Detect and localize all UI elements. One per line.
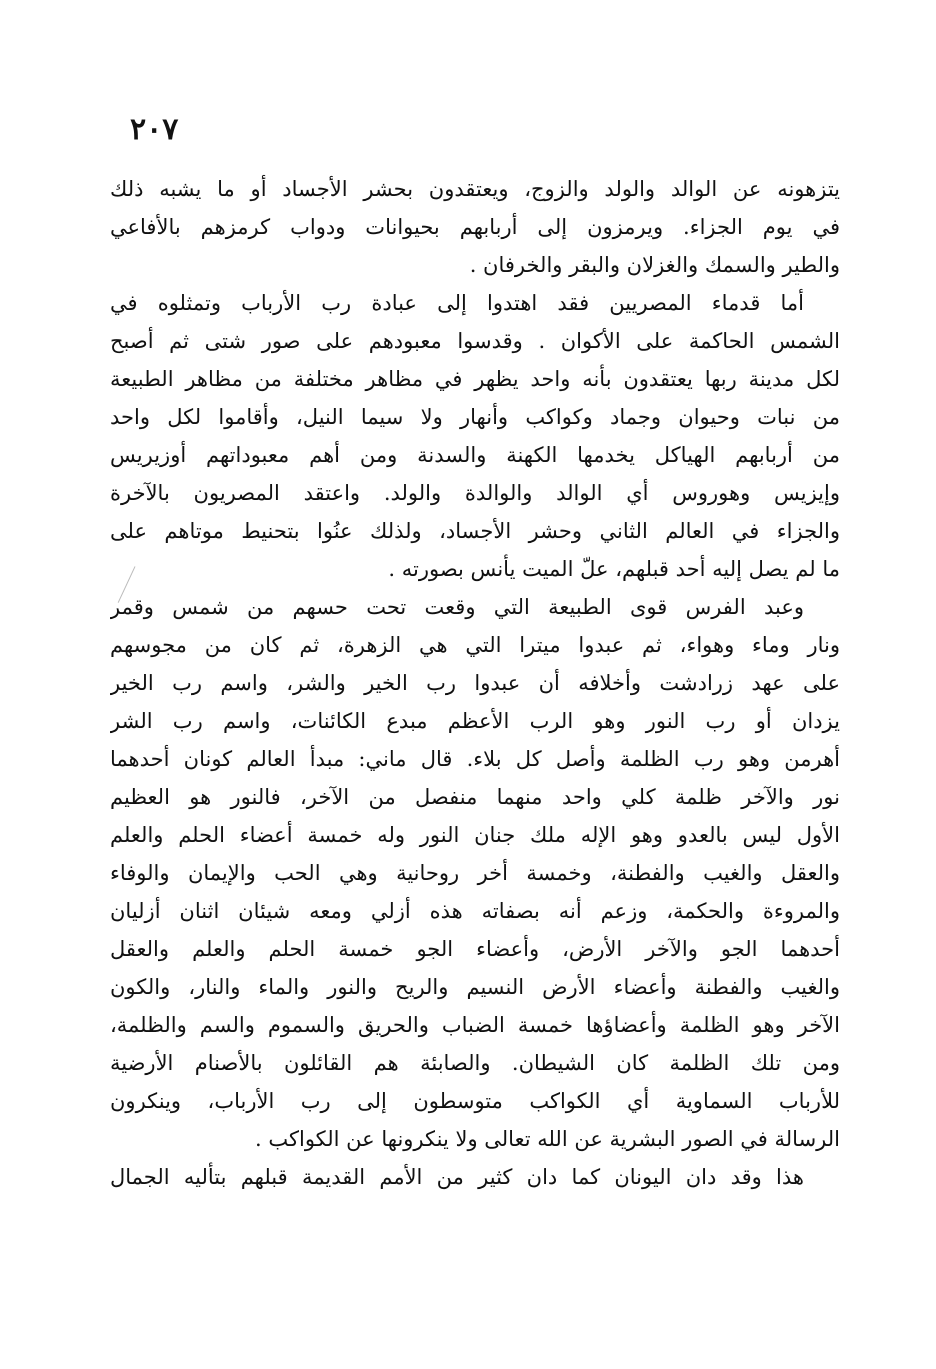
paragraph-4 <box>110 1158 840 1196</box>
text-line: نور والآخر ظلمة كلي واحد منهما منفصل من الآخر، فالنور هو العظيم <box>110 785 840 809</box>
paragraph-2 <box>110 284 840 588</box>
text-line: أهرمن وهو رب الظلمة وأصل كل بلاء. قال ماني: مبدأ العالم كونان أحدهما <box>110 747 840 771</box>
text-line: والجزاء في العالم الثاني وحشر الأجساد، ولذلك عنُوا بتحنيط موتاهم على <box>110 519 840 543</box>
text-line: ونار وماء وهواء، ثم عبدوا ميترا التي هي الزهرة، ثم كان من مجوسهم <box>110 633 840 657</box>
text-line: للأرباب السماوية أي الكواكب متوسطون إلى رب الأرباب، وينكرون <box>110 1089 840 1113</box>
text-line: على عهد زرادشت وأخلافه أن عبدوا رب الخير والشر، واسم رب الخير <box>110 671 840 695</box>
text-line: وإيزيس وهوروس أي الوالد والوالدة والولد. واعتقد المصريون بالآخرة <box>110 481 840 505</box>
text-line: يزدان أو رب النور وهو الرب الأعظم مبدع الكائنات، واسم رب الشر <box>110 709 840 733</box>
text-line: الشمس الحاكمة على الأكوان . وقدسوا معبودهم على صور شتى ثم أصبح <box>110 329 840 353</box>
paragraph-1 <box>110 170 840 284</box>
body-text <box>110 170 840 1196</box>
text-line: من نبات وحيوان وجماد وكواكب وأنهار ولا سيما النيل، وأقاموا لكل واحد <box>110 405 840 429</box>
text-line: لكل مدينة ربها يعتقدون بأنه واحد يظهر في مظاهر مختلفة من مظاهر الطبيعة <box>110 367 840 391</box>
text-line: والغيب والفطنة وأعضاء الأرض النسيم والريح والنور والماء والنار، والكون <box>110 975 840 999</box>
text-line: من أربابهم الهياكل يخدمها الكهنة والسدنة ومن أهم معبوداتهم أوزيريس <box>110 443 840 467</box>
text-line: والطير والسمك والغزلان والبقر والخرفان . <box>469 253 840 277</box>
text-line: ما لم يصل إليه أحد قبلهم، علّ الميت يأنس بصورته . <box>388 557 840 581</box>
text-line: والعقل والغيب والفطنة، وخمسة أخر روحانية وهي الحب والإيمان والوفاء <box>110 861 840 885</box>
text-line: وعبد الفرس قوى الطبيعة التي وقعت تحت حسهم من شمس وقمر <box>110 595 804 619</box>
page-number: ٢٠٧ <box>130 112 179 147</box>
text-line: أحدهما الجو والآخر الأرض، وأعضاء الجو خمسة الحلم والعلم والعقل <box>110 937 840 961</box>
text-line: والمروءة والحكمة، وزعم أنه بصفاته هذه أزلي ومعه شيئان اثنان أزليان <box>110 899 840 923</box>
text-line: في يوم الجزاء. ويرمزون إلى أربابهم بحيوانات ودواب كرمزهم بالأفاعي <box>110 215 840 239</box>
text-line: الأول ليس بالعدو وهو الإله ملك جنان النور وله خمسة أعضاء الحلم والعلم <box>110 823 840 847</box>
text-line: هذا وقد دان اليونان كما دان كثير من الأمم القديمة قبلهم بتأليه الجمال <box>110 1165 804 1189</box>
text-line: يتزهونه عن الوالد والولد والزوج، ويعتقدون بحشر الأجساد أو ما يشبه ذلك <box>110 177 840 201</box>
paragraph-3 <box>110 588 840 1158</box>
text-line: الرسالة في الصور البشرية عن الله تعالى ولا ينكرونها عن الكواكب . <box>255 1127 840 1151</box>
text-line: أما قدماء المصريين فقد اهتدوا إلى عبادة رب الأرباب وتمثلوه في <box>110 291 804 315</box>
text-line: الآخر وهو الظلمة وأعضاؤها خمسة الضباب والحريق والسموم والسم والظلمة، <box>110 1013 840 1037</box>
text-line: ومن تلك الظلمة كان الشيطان. والصابئة هم القائلون بالأصنام الأرضية <box>110 1051 840 1075</box>
